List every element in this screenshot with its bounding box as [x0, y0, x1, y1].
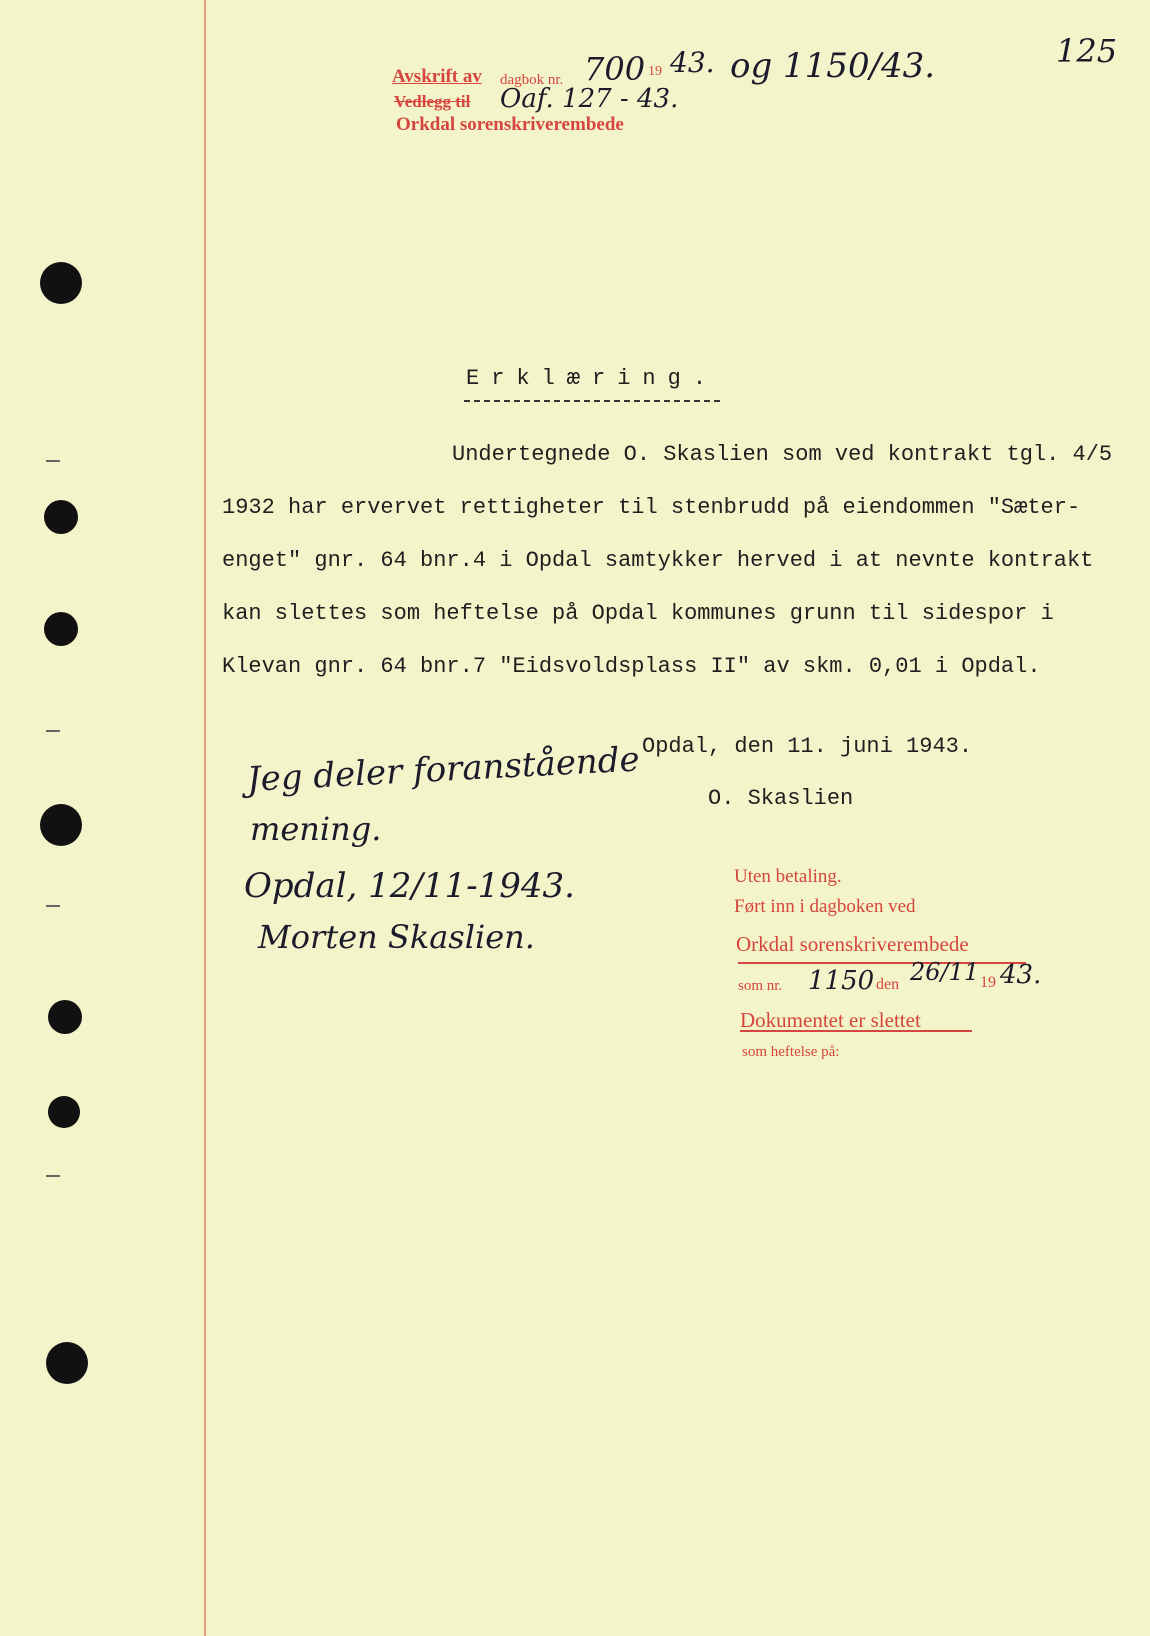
punch-hole	[40, 804, 82, 846]
registry-line-2: Ført inn i dagboken ved	[734, 896, 916, 917]
registry-year: 43.	[1000, 960, 1042, 990]
place-date: Opdal, den 11. juni 1943.	[642, 734, 973, 759]
page-number: 125	[1056, 32, 1118, 70]
registry-line-5: Dokumentet er slettet	[740, 1008, 921, 1032]
registry-line-3: Orkdal sorenskriverembede	[736, 932, 969, 956]
margin-tick	[46, 460, 60, 462]
margin-line	[204, 0, 206, 1636]
handwritten-note-line-1: Jeg deler foranstående	[246, 739, 641, 800]
title-underline	[464, 400, 720, 402]
registry-den-label: den	[876, 976, 900, 993]
stamp-year-prefix: 19	[648, 64, 662, 79]
punch-hole	[48, 1000, 82, 1034]
registry-line-6: som heftelse på:	[742, 1044, 840, 1060]
margin-tick	[46, 730, 60, 732]
stamp-avskrift-label: Avskrift av	[392, 66, 482, 87]
registry-number: 1150	[808, 966, 875, 996]
stamp-dagbok-label: dagbok nr.	[500, 72, 564, 88]
handwritten-note-line-2: mening.	[250, 810, 382, 848]
handwritten-note-line-3: Opdal, 12/11-1943.	[244, 866, 575, 906]
registry-date: 26/11	[910, 958, 980, 986]
punch-hole	[44, 500, 78, 534]
document-title: Erklæring.	[466, 366, 719, 391]
registry-rule-2	[740, 1030, 972, 1032]
punch-hole	[48, 1096, 80, 1128]
margin-tick	[46, 1175, 60, 1177]
handwritten-year: 43.	[670, 46, 715, 79]
stamp-vedlegg-label: Vedlegg til	[394, 92, 471, 111]
typed-signature: O. Skaslien	[708, 786, 854, 811]
body-line-5: Klevan gnr. 64 bnr.7 "Eidsvoldsplass II" av skm. 0,01 i Opdal.	[222, 654, 1041, 679]
stamp-office-name: Orkdal sorenskriverembede	[396, 114, 624, 135]
body-line-2: 1932 har ervervet rettigheter til stenbrudd på eiendommen "Sæter-	[222, 495, 1081, 520]
handwritten-dagbok-number: 700	[584, 50, 646, 88]
punch-hole	[40, 262, 82, 304]
registry-year-prefix: 19	[980, 974, 996, 991]
punch-hole	[44, 612, 78, 646]
margin-tick	[46, 905, 60, 907]
registry-som-nr-label: som nr.	[738, 978, 783, 994]
body-line-1: Undertegnede O. Skaslien som ved kontrakt tgl. 4/5	[452, 442, 1113, 467]
registry-line-1: Uten betaling.	[734, 866, 842, 887]
body-line-3: enget" gnr. 64 bnr.4 i Opdal samtykker herved i at nevnte kontrakt	[222, 548, 1094, 573]
handwritten-signature: Morten Skaslien.	[258, 918, 535, 956]
punch-hole	[46, 1342, 88, 1384]
handwritten-og-number: og 1150/43.	[730, 46, 936, 86]
body-line-4: kan slettes som heftelse på Opdal kommunes grunn til sidespor i	[222, 601, 1054, 626]
registry-rule	[738, 962, 1026, 964]
handwritten-reference: Oaf. 127 - 43.	[500, 84, 679, 114]
